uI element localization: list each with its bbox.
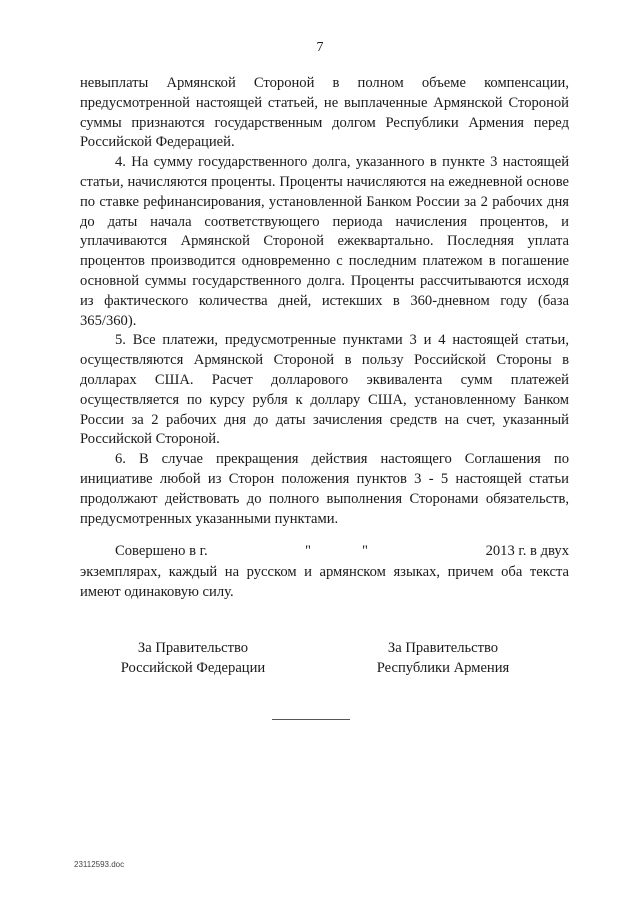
end-of-document-rule (272, 719, 350, 720)
signing-place: Совершено в г. (115, 543, 208, 559)
signing-year: 2013 г. в двух (485, 543, 569, 559)
date-quote-close: " (362, 543, 368, 559)
signature-label: За Правительство (387, 640, 499, 656)
article-text (80, 74, 569, 529)
paragraph-clause-5: 5. Все платежи, предусмотренные пунктами 3 и 4 настоящей статьи, осуществляются Армянской Стороной в пользу Российской Стороны в долларах США. Расчет долларового эквивалента сумм платежей осуществляется по курсу рубля к доллару США, установленному Банком России за 2 рабочих дня до даты зачисления средств на счет, указанный Российской Стороной. (80, 332, 569, 448)
paragraph-clause-4: 4. На сумму государственного долга, указанного в пункте 3 настоящей статьи, начисляются проценты. Проценты начисляются на ежедневной основе по ставке рефинансирования, установленной Банком России за 2 рабочих дня до даты начала соответствующего периода начисления процентов, и уплачиваются Армянской Стороной ежеквартально. Последняя уплата процентов производится одновременно с последним платежом в погашение основной суммы государственного долга. Проценты рассчитываются исходя из фактического количества дней, истекших в 360-дневном году (база 365/360). (80, 154, 569, 329)
paragraph-clause-6: 6. В случае прекращения действия настоящего Соглашения по инициативе любой из Сторон положения пунктов 3 - 5 настоящей статьи продолжают действовать до полного выполнения Сторонами обязательств, предусмотренных указанными пунктами. (80, 451, 569, 527)
signing-clause-first-line (80, 541, 569, 562)
date-quote-open: " (305, 543, 311, 559)
page-number: 7 (316, 40, 324, 55)
signing-clause-rest: экземплярах, каждый на русском и армянском языках, причем оба текста имеют одинаковую силу. (80, 563, 569, 600)
signing-clause (80, 541, 569, 603)
signature-block-armenia (343, 638, 543, 678)
signature-party: Российской Федерации (120, 660, 266, 676)
document-file-code: 23112593.doc (74, 860, 125, 869)
signature-party: Республики Армения (376, 660, 510, 676)
signature-label: За Правительство (137, 640, 249, 656)
signature-block-russia (93, 638, 293, 678)
paragraph-continuation: невыплаты Армянской Стороной в полном объеме компенсации, предусмотренной настоящей статьей, не выплаченные Армянской Стороной суммы признаются государственным долгом Республики Армения перед Российской Федерацией. (80, 75, 569, 151)
